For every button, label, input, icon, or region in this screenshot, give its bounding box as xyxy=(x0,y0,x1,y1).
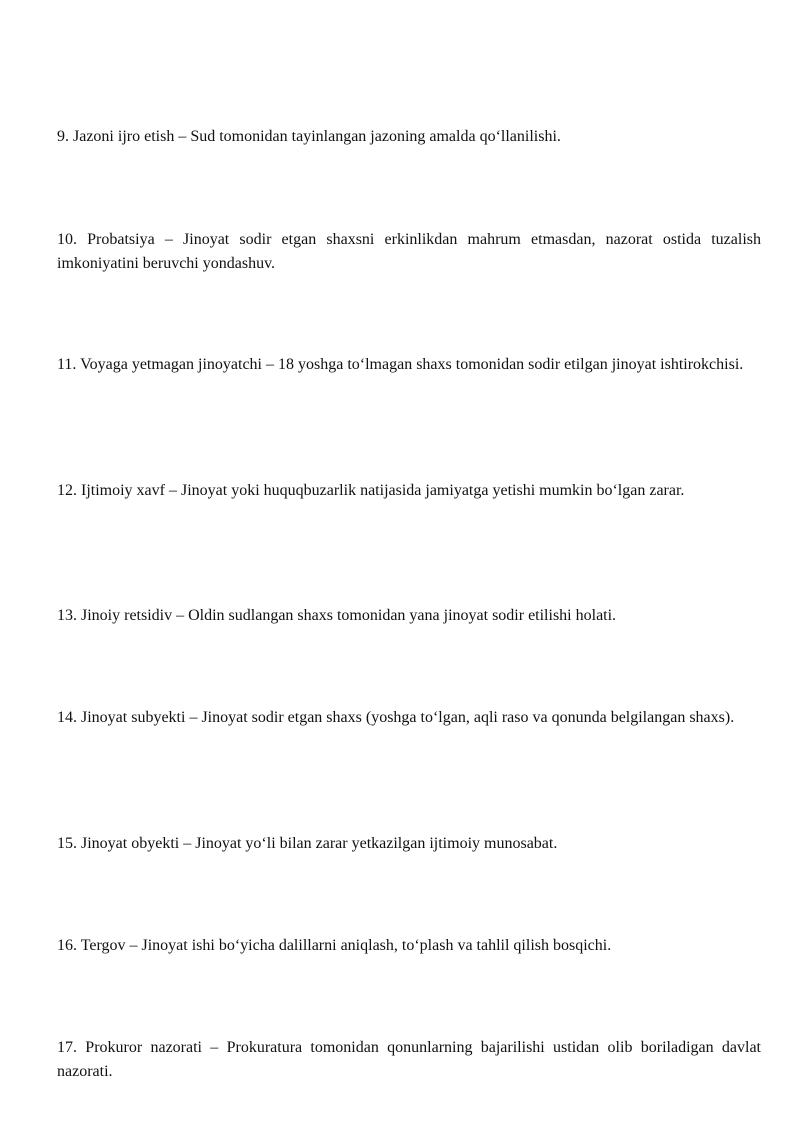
term-entry-9: 9. Jazoni ijro etish – Sud tomonidan tayinlangan jazoning amalda qo‘llanilishi. xyxy=(57,128,561,145)
term-entry-12: 12. Ijtimoiy xavf – Jinoyat yoki huquqbuzarlik natijasida jamiyatga yetishi mumkin bo‘lgan zarar. xyxy=(57,482,685,499)
term-entry-11: 11. Voyaga yetmagan jinoyatchi – 18 yoshga to‘lmagan shaxs tomonidan sodir etilgan jinoyat ishtirokchisi. xyxy=(57,356,744,373)
term-entry-15: 15. Jinoyat obyekti – Jinoyat yo‘li bilan zarar yetkazilgan ijtimoiy munosabat. xyxy=(57,835,558,852)
term-entry-10: 10. Probatsiya – Jinoyat sodir etgan shaxsni erkinlikdan mahrum etmasdan, nazorat ostida tuzalish imkoniyatini beruvchi yondashuv. xyxy=(57,231,761,272)
term-entry-17: 17. Prokuror nazorati – Prokuratura tomonidan qonunlarning bajarilishi ustidan olib boriladigan davlat nazorati. xyxy=(57,1039,761,1080)
term-entry-13: 13. Jinoiy retsidiv – Oldin sudlangan shaxs tomonidan yana jinoyat sodir etilishi holati. xyxy=(57,607,617,624)
term-entry-14: 14. Jinoyat subyekti – Jinoyat sodir etgan shaxs (yoshga to‘lgan, aqli raso va qonunda belgilangan shaxs). xyxy=(57,709,735,726)
term-entry-16: 16. Tergov – Jinoyat ishi bo‘yicha dalillarni aniqlash, to‘plash va tahlil qilish bosqichi. xyxy=(57,937,612,954)
